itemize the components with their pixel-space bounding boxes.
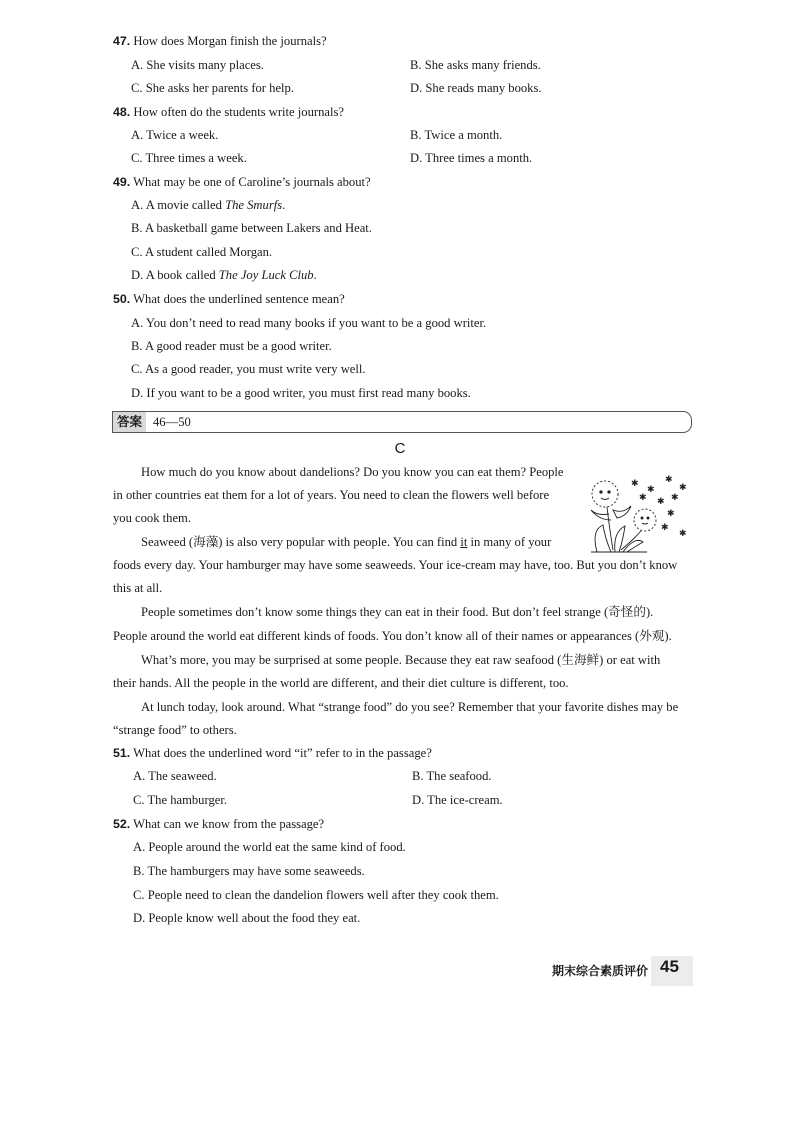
underlined-word: it <box>460 535 468 549</box>
option-47-c: C. She asks her parents for help. <box>131 81 294 95</box>
option-text: D. A book called <box>131 268 219 282</box>
page-number: 45 <box>660 957 679 976</box>
question-50 <box>113 292 345 307</box>
question-text: What does the underlined word “it” refer to in the passage? <box>133 746 432 760</box>
answer-range: 46—50 <box>153 415 191 429</box>
svg-text:✱: ✱ <box>647 485 655 495</box>
option-50-b: B. A good reader must be a good writer. <box>131 339 332 353</box>
question-52 <box>113 817 324 832</box>
svg-text:✱: ✱ <box>667 509 675 519</box>
option-suffix: . <box>313 268 317 282</box>
question-text: What does the underlined sentence mean? <box>133 292 345 306</box>
question-51 <box>113 746 432 761</box>
option-50-c: C. As a good reader, you must write very well. <box>131 362 366 376</box>
option-52-b: B. The hamburgers may have some seaweeds. <box>133 864 365 878</box>
option-49-a <box>131 198 285 213</box>
option-51-d: D. The ice-cream. <box>412 793 503 807</box>
option-48-b: B. Twice a month. <box>410 128 503 142</box>
option-49-b: B. A basketball game between Lakers and Heat. <box>131 221 372 235</box>
option-47-b: B. She asks many friends. <box>410 58 541 72</box>
option-51-c: C. The hamburger. <box>133 793 227 807</box>
dandelion-illustration <box>583 470 693 558</box>
option-52-a: A. People around the world eat the same kind of food. <box>133 840 406 854</box>
option-48-c: C. Three times a week. <box>131 151 247 165</box>
question-49 <box>113 175 371 190</box>
passage-p1-line2: in other countries eat them for a lot of years. You need to clean the flowers well before <box>113 488 550 502</box>
svg-text:✱: ✱ <box>657 497 665 507</box>
svg-text:✱: ✱ <box>679 483 687 493</box>
option-47-a: A. She visits many places. <box>131 58 264 72</box>
question-number: 47. <box>113 34 131 48</box>
question-number: 51. <box>113 746 131 760</box>
question-number: 52. <box>113 817 131 831</box>
passage-p2-line2: foods every day. Your hamburger may have some seaweeds. Your ice-cream may have, too. But you don’t know <box>113 558 678 572</box>
footer-title: 期末综合素质评价 <box>552 964 649 978</box>
option-48-a: A. Twice a week. <box>131 128 219 142</box>
option-title: The Joy Luck Club <box>218 268 314 282</box>
passage-p2-line3: this at all. <box>113 581 163 595</box>
svg-text:✱: ✱ <box>679 529 687 539</box>
question-47 <box>113 34 327 49</box>
option-52-d: D. People know well about the food they eat. <box>133 911 361 925</box>
passage-p3-line1: People sometimes don’t know some things they can eat in their food. But don’t feel strange (奇怪的). <box>141 605 654 619</box>
section-title: C <box>394 440 406 457</box>
answer-label: 答案 <box>113 412 146 432</box>
option-49-d <box>131 268 317 283</box>
svg-text:✱: ✱ <box>661 523 669 533</box>
question-text: How does Morgan finish the journals? <box>133 34 327 48</box>
svg-text:✱: ✱ <box>639 493 647 503</box>
option-47-d: D. She reads many books. <box>410 81 542 95</box>
option-text: A. A movie called <box>131 198 226 212</box>
passage-p4-line2: their hands. All the people in the world are different, and their diet culture is different, too. <box>113 676 569 690</box>
question-text: How often do the students write journals? <box>133 105 344 119</box>
passage-text: in many of your <box>467 535 552 549</box>
passage-p4-line1: What’s more, you may be surprised at some people. Because they eat raw seafood (生海鲜) or eat with <box>141 653 661 667</box>
option-50-d: D. If you want to be a good writer, you must first read many books. <box>131 386 471 400</box>
passage-p3-line2: People around the world eat different kinds of foods. You don’t know all of their names or appearances (外观). <box>113 629 672 643</box>
answer-bar <box>112 411 692 433</box>
passage-p1-line3: you cook them. <box>113 511 191 525</box>
passage-p5-line1: At lunch today, look around. What “strange food” do you see? Remember that your favorite dishes may be <box>141 700 679 714</box>
option-title: The Smurfs <box>225 198 283 212</box>
question-48 <box>113 105 344 120</box>
option-48-d: D. Three times a month. <box>410 151 533 165</box>
question-number: 49. <box>113 175 131 189</box>
passage-text: Seaweed (海藻) is also very popular with people. You can find <box>141 535 461 549</box>
passage-p5-line2: “strange food” to others. <box>113 723 237 737</box>
option-suffix: . <box>282 198 286 212</box>
question-number: 48. <box>113 105 131 119</box>
option-51-a: A. The seaweed. <box>133 769 217 783</box>
passage-p2-line1 <box>141 534 551 550</box>
option-49-c: C. A student called Morgan. <box>131 245 273 259</box>
option-50-a: A. You don’t need to read many books if you want to be a good writer. <box>131 316 487 330</box>
question-text: What can we know from the passage? <box>133 817 325 831</box>
question-text: What may be one of Caroline’s journals about? <box>133 175 371 189</box>
question-number: 50. <box>113 292 131 306</box>
svg-text:✱: ✱ <box>665 475 673 485</box>
option-51-b: B. The seafood. <box>412 769 492 783</box>
option-52-c: C. People need to clean the dandelion flowers well after they cook them. <box>133 888 499 902</box>
svg-text:✱: ✱ <box>671 493 679 503</box>
passage-p1-line1: How much do you know about dandelions? Do you know you can eat them? People <box>141 465 564 479</box>
svg-text:✱: ✱ <box>631 479 639 489</box>
